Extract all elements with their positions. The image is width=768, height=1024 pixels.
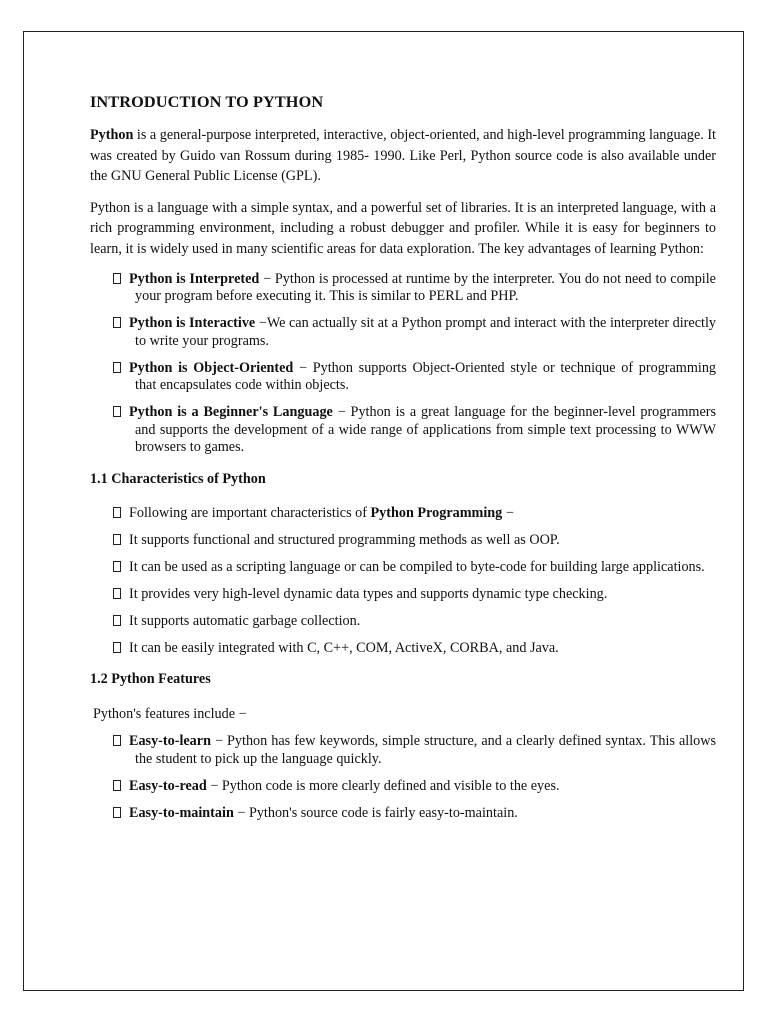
intro-paragraph-2: Python is a language with a simple syntax, and a powerful set of libraries. It is an interpreted language, with a rich programming environment, including a robust debugger and profiler. While it is easy for beginners to learn, it is widely used in many scientific areas for data exploration. The key advantages of learning Python: <box>90 199 716 257</box>
bullet-icon <box>113 642 121 653</box>
advantages-list <box>90 271 716 457</box>
list-item: Python is Object-Oriented − Python supports Object-Oriented style or technique of programming that encapsulates code within objects. <box>90 360 716 395</box>
bullet-icon <box>113 780 121 791</box>
list-item: Python is a Beginner's Language − Python is a great language for the beginner-level programmers and supports the development of a wide range of applications from simple text processing to WWW browsers to games. <box>90 404 716 457</box>
list-item: It can be used as a scripting language or can be compiled to byte-code for building large applications. <box>90 559 716 577</box>
bullet-icon <box>113 362 121 373</box>
bullet-icon <box>113 534 121 545</box>
list-item: It supports functional and structured programming methods as well as OOP. <box>90 532 716 550</box>
bullet-icon <box>113 406 121 417</box>
bullet-icon <box>113 561 121 572</box>
intro-paragraph-1-text: is a general-purpose interpreted, interactive, object-oriented, and high-level programming language. It was created by Guido van Rossum during 1985- 1990. Like Perl, Python source code is also available under the GNU General Public License (GPL). <box>90 127 717 185</box>
features-intro: Python's features include − <box>93 706 247 723</box>
document-body <box>90 92 716 836</box>
bullet-icon <box>113 735 121 746</box>
list-item: Easy-to-learn − Python has few keywords, simple structure, and a clearly defined syntax. This allows the student to pick up the language quickly. <box>90 733 716 768</box>
intro-paragraph-1 <box>90 125 716 187</box>
bullet-icon <box>113 615 121 626</box>
intro-lead-bold: Python <box>90 127 134 143</box>
bullet-icon <box>113 317 121 328</box>
characteristics-list <box>90 505 716 658</box>
list-item: Easy-to-read − Python code is more clearly defined and visible to the eyes. <box>90 778 716 796</box>
list-item: Easy-to-maintain − Python's source code is fairly easy-to-maintain. <box>90 805 716 823</box>
list-item: It provides very high-level dynamic data types and supports dynamic type checking. <box>90 586 716 604</box>
section-heading-features: 1.2 Python Features <box>90 671 211 688</box>
section-heading-characteristics: 1.1 Characteristics of Python <box>90 470 266 487</box>
page-title: INTRODUCTION TO PYTHON <box>90 92 324 111</box>
list-item: Following are important characteristics of Python Programming − <box>90 505 716 523</box>
features-list <box>90 733 716 822</box>
list-item: It can be easily integrated with C, C++, COM, ActiveX, CORBA, and Java. <box>90 640 716 658</box>
list-item: It supports automatic garbage collection. <box>90 613 716 631</box>
list-item: Python is Interactive −We can actually sit at a Python prompt and interact with the interpreter directly to write your programs. <box>90 315 716 350</box>
bullet-icon <box>113 273 121 284</box>
bullet-icon <box>113 588 121 599</box>
list-item: Python is Interpreted − Python is processed at runtime by the interpreter. You do not need to compile your program before executing it. This is similar to PERL and PHP. <box>90 271 716 306</box>
bullet-icon <box>113 507 121 518</box>
bullet-icon <box>113 807 121 818</box>
